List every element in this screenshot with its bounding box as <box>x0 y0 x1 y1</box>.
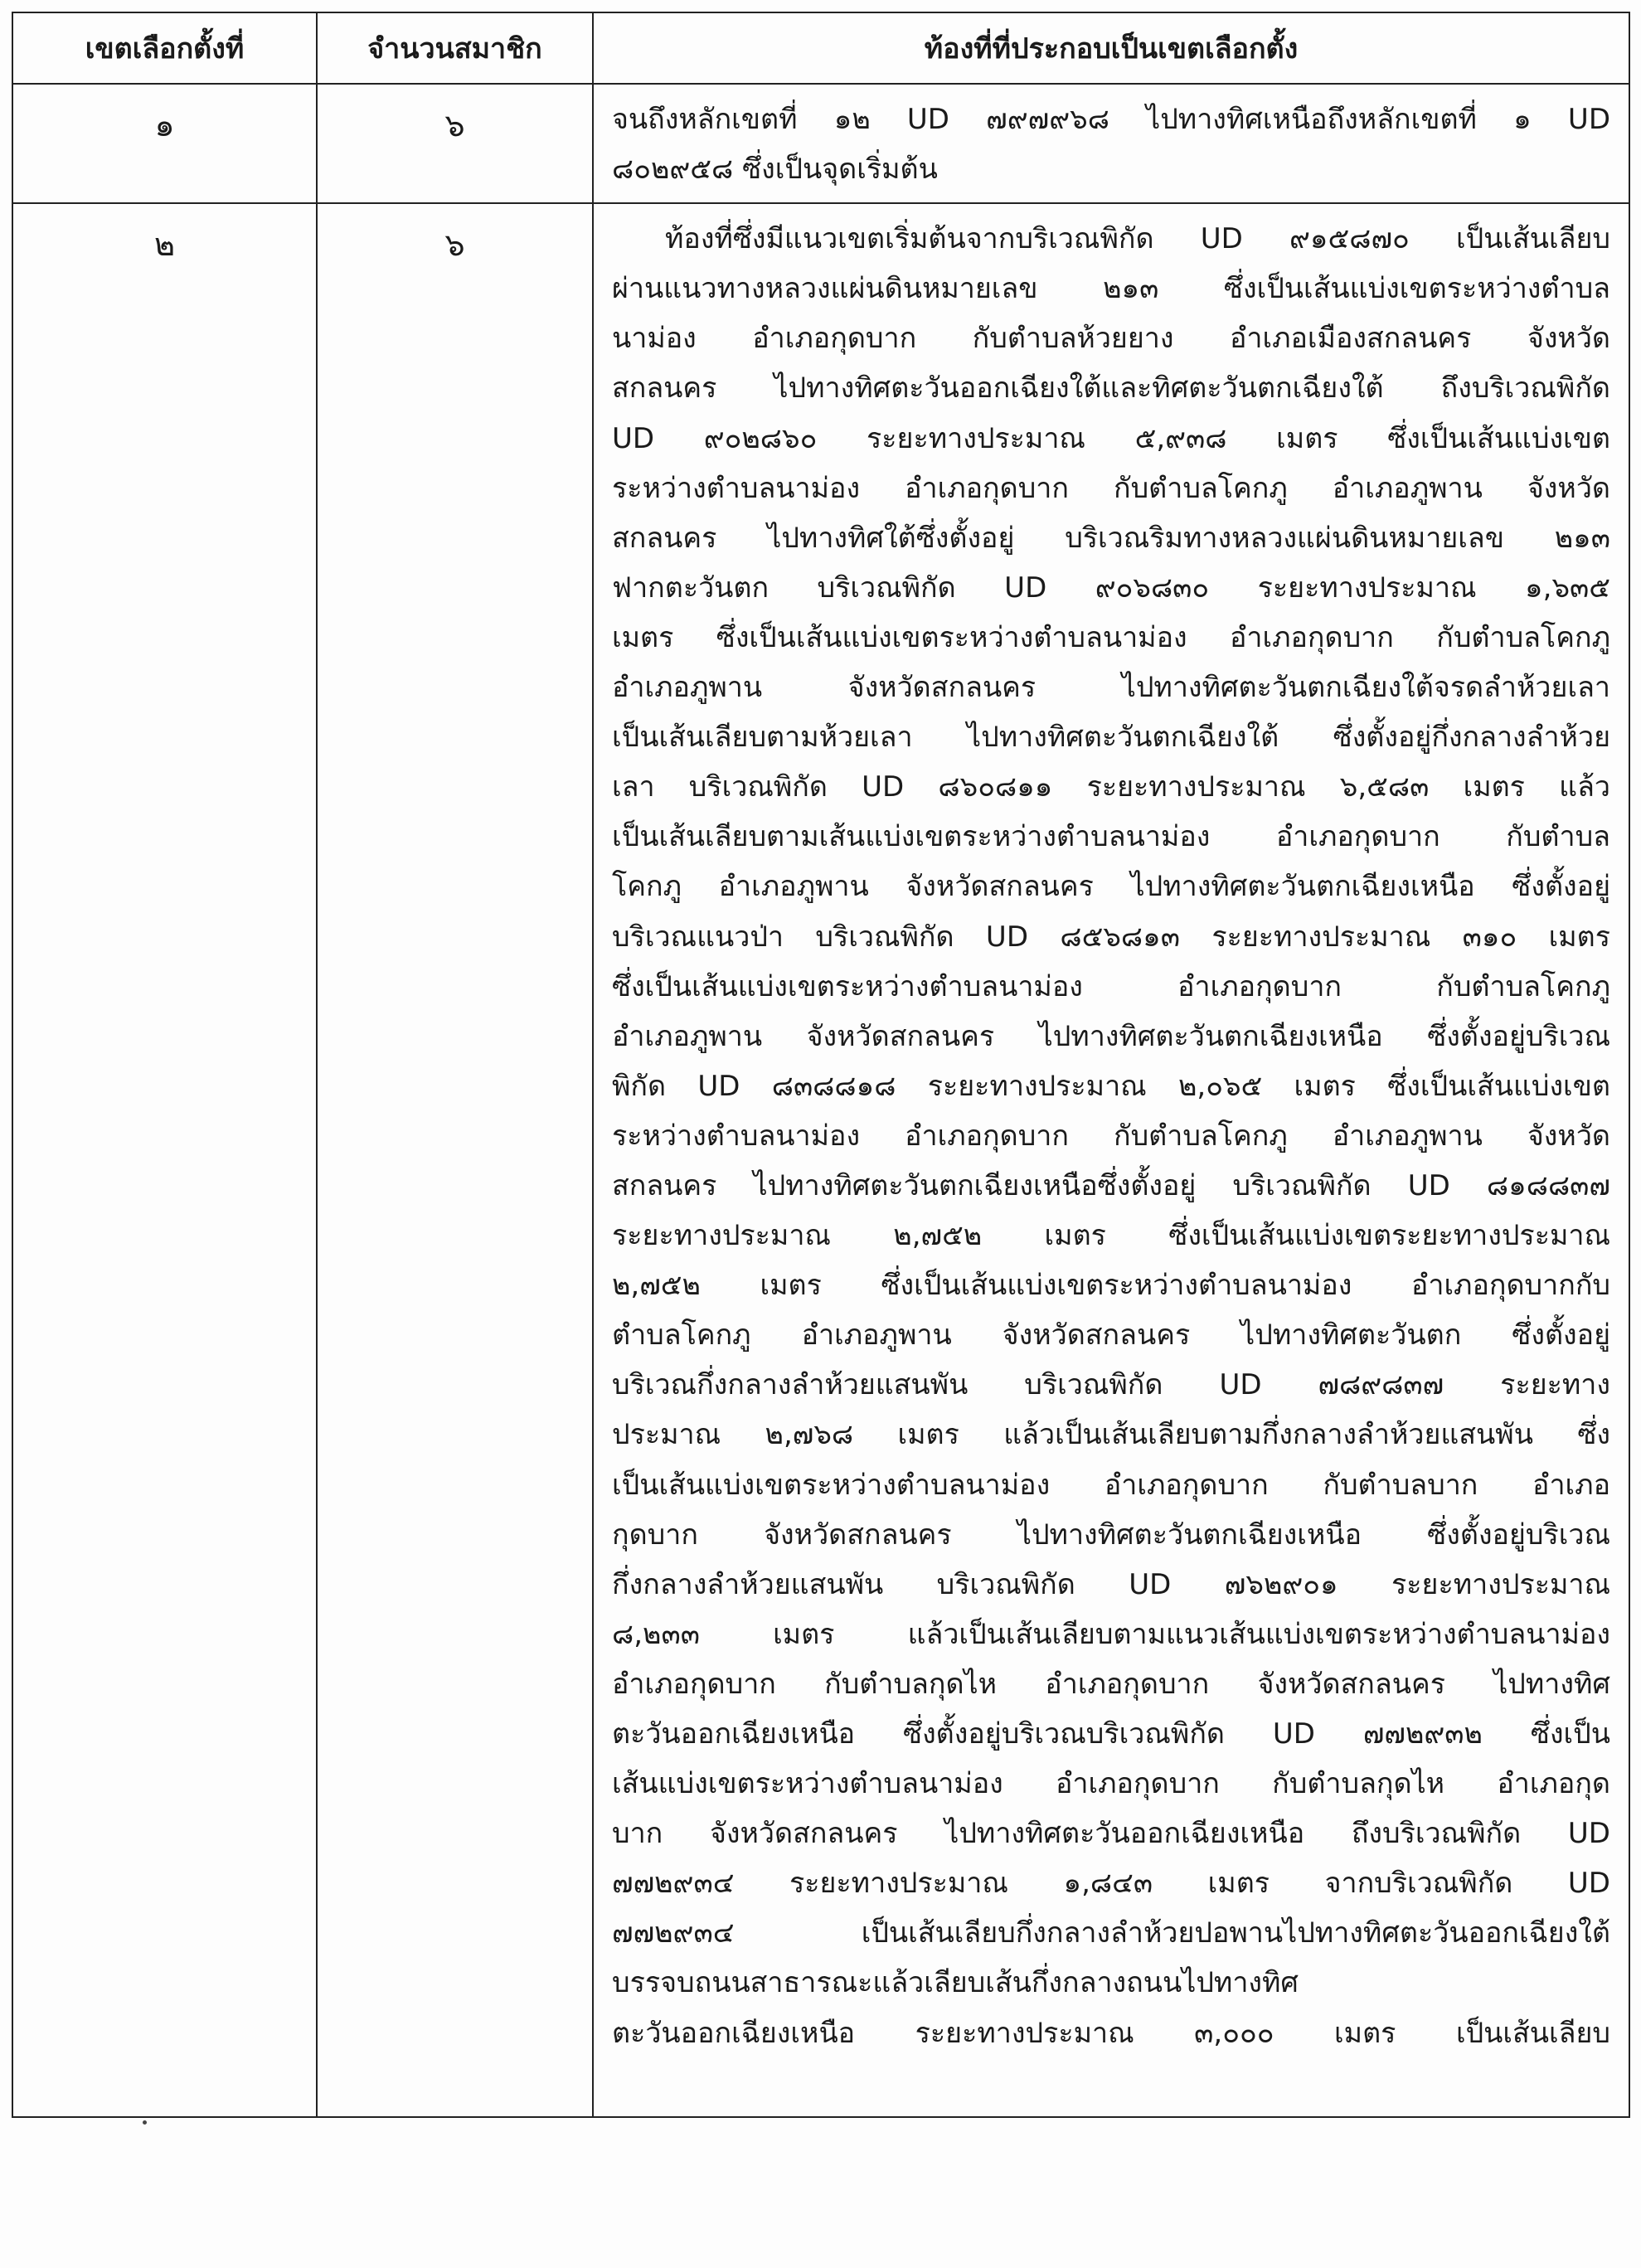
header-district: เขตเลือกตั้งที่ <box>12 12 317 84</box>
scan-speck <box>143 2120 147 2125</box>
table-row <box>12 203 1629 2117</box>
text-line: ๘,๒๓๓ เมตร แล้วเป็นเส้นเลียบตามแนวเส้นแบ่งเขตระหว่างตำบลนาม่อง <box>612 1617 1610 1651</box>
text-line: เมตร ซึ่งเป็นเส้นแบ่งเขตระหว่างตำบลนาม่อง อำเภอกุดบาก กับตำบลโคกภู <box>612 620 1610 654</box>
text-line <box>612 2058 1610 2108</box>
text-line: เส้นแบ่งเขตระหว่างตำบลนาม่อง อำเภอกุดบาก กับตำบลกุดไห อำเภอกุด <box>612 1767 1610 1801</box>
text-line: อำเภอภูพาน จังหวัดสกลนคร ไปทางทิศตะวันตกเฉียงเหนือ ซึ่งตั้งอยู่บริเวณ <box>612 1019 1610 1053</box>
text-line: สกลนคร ไปทางทิศตะวันออกเฉียงใต้และทิศตะวันตกเฉียงใต้ ถึงบริเวณพิกัด <box>612 372 1610 406</box>
area-description <box>593 84 1629 203</box>
text-line: ผ่านแนวทางหลวงแผ่นดินหมายเลข ๒๑๓ ซึ่งเป็นเส้นแบ่งเขตระหว่างตำบล <box>612 272 1610 306</box>
text-line: เป็นเส้นแบ่งเขตระหว่างตำบลนาม่อง อำเภอกุดบาก กับตำบลบาก อำเภอ <box>612 1468 1610 1502</box>
text-line: บาก จังหวัดสกลนคร ไปทางทิศตะวันออกเฉียงเหนือ ถึงบริเวณพิกัด UD <box>612 1817 1610 1851</box>
member-count: ๖ <box>317 84 593 203</box>
text-line: ๗๗๒๙๓๔ เป็นเส้นเลียบกึ่งกลางลำห้วยปอพานไปทางทิศตะวันออกเฉียงใต้ <box>612 1916 1610 1950</box>
text-line: สกลนคร ไปทางทิศตะวันตกเฉียงเหนือซึ่งตั้งอยู่ บริเวณพิกัด UD ๘๑๘๘๓๗ <box>612 1168 1610 1202</box>
text-line: โคกภู อำเภอภูพาน จังหวัดสกลนคร ไปทางทิศตะวันตกเฉียงเหนือ ซึ่งตั้งอยู่ <box>612 870 1610 904</box>
member-count: ๖ <box>317 203 593 2117</box>
table-header-row <box>12 12 1629 84</box>
text-line: บรรจบถนนสาธารณะแล้วเลียบเส้นกึ่งกลางถนนไปทางทิศ <box>612 1966 1299 2000</box>
text-line: ระหว่างตำบลนาม่อง อำเภอกุดบาก กับตำบลโคกภู อำเภอภูพาน จังหวัด <box>612 471 1610 505</box>
text-line: นาม่อง อำเภอกุดบาก กับตำบลห้วยยาง อำเภอเมืองสกลนคร จังหวัด <box>612 322 1610 356</box>
text-line: ๒,๗๕๒ เมตร ซึ่งเป็นเส้นแบ่งเขตระหว่างตำบลนาม่อง อำเภอกุดบากกับ <box>612 1269 1610 1303</box>
district-number: ๒ <box>12 203 317 2117</box>
area-description <box>593 203 1629 2117</box>
header-area: ท้องที่ที่ประกอบเป็นเขตเลือกตั้ง <box>593 12 1629 84</box>
header-members: จำนวนสมาชิก <box>317 12 593 84</box>
text-line: เลา บริเวณพิกัด UD ๘๖๐๘๑๑ ระยะทางประมาณ ๖,๕๘๓ เมตร แล้ว <box>612 770 1610 804</box>
text-line: ระหว่างตำบลนาม่อง อำเภอกุดบาก กับตำบลโคกภู อำเภอภูพาน จังหวัด <box>612 1119 1610 1153</box>
text-line: ตำบลโคกภู อำเภอภูพาน จังหวัดสกลนคร ไปทางทิศตะวันตก ซึ่งตั้งอยู่ <box>612 1319 1610 1353</box>
text-line: ฟากตะวันตก บริเวณพิกัด UD ๙๐๖๘๓๐ ระยะทางประมาณ ๑,๖๓๕ <box>612 571 1610 605</box>
electoral-district-table <box>12 12 1630 2118</box>
text-line: บริเวณกึ่งกลางลำห้วยแสนพัน บริเวณพิกัด UD ๗๘๙๘๓๗ ระยะทาง <box>612 1368 1610 1402</box>
text-line: ตะวันออกเฉียงเหนือ ซึ่งตั้งอยู่บริเวณบริเวณพิกัด UD ๗๗๒๙๓๒ ซึ่งเป็น <box>612 1717 1610 1751</box>
text-line: ตะวันออกเฉียงเหนือ ระยะทางประมาณ ๓,๐๐๐ เมตร เป็นเส้นเลียบ <box>612 2016 1610 2050</box>
text-line: ๘๐๒๙๕๘ ซึ่งเป็นจุดเริ่มต้น <box>612 153 938 187</box>
text-line: กุดบาก จังหวัดสกลนคร ไปทางทิศตะวันตกเฉียงเหนือ ซึ่งตั้งอยู่บริเวณ <box>612 1518 1610 1552</box>
text-line: ท้องที่ซึ่งมีแนวเขตเริ่มต้นจากบริเวณพิกัด UD ๙๑๕๘๗๐ เป็นเส้นเลียบ <box>665 222 1610 256</box>
text-line: อำเภอกุดบาก กับตำบลกุดไห อำเภอกุดบาก จังหวัดสกลนคร ไปทางทิศ <box>612 1667 1610 1701</box>
text-line: ๗๗๒๙๓๔ ระยะทางประมาณ ๑,๘๔๓ เมตร จากบริเวณพิกัด UD <box>612 1867 1610 1901</box>
district-number: ๑ <box>12 84 317 203</box>
text-line: เป็นเส้นเลียบตามห้วยเลา ไปทางทิศตะวันตกเฉียงใต้ ซึ่งตั้งอยู่กึ่งกลางลำห้วย <box>612 721 1610 755</box>
text-line: UD ๙๐๒๘๖๐ ระยะทางประมาณ ๕,๙๓๘ เมตร ซึ่งเป็นเส้นแบ่งเขต <box>612 421 1610 455</box>
text-line: บริเวณแนวป่า บริเวณพิกัด UD ๘๕๖๘๑๓ ระยะทางประมาณ ๓๑๐ เมตร <box>612 920 1610 954</box>
table-row <box>12 84 1629 203</box>
text-line: ประมาณ ๒,๗๖๘ เมตร แล้วเป็นเส้นเลียบตามกึ่งกลางลำห้วยแสนพัน ซึ่ง <box>612 1418 1610 1452</box>
text-line: จนถึงหลักเขตที่ ๑๒ UD ๗๙๗๙๖๘ ไปทางทิศเหนือถึงหลักเขตที่ ๑ UD <box>612 103 1610 136</box>
text-line: กึ่งกลางลำห้วยแสนพัน บริเวณพิกัด UD ๗๖๒๙๐๑ ระยะทางประมาณ <box>612 1567 1610 1601</box>
text-line: สกลนคร ไปทางทิศใต้ซึ่งตั้งอยู่ บริเวณริมทางหลวงแผ่นดินหมายเลข ๒๑๓ <box>612 521 1610 555</box>
text-line: อำเภอภูพาน จังหวัดสกลนคร ไปทางทิศตะวันตกเฉียงใต้จรดลำห้วยเลา <box>612 671 1610 705</box>
text-line: เป็นเส้นเลียบตามเส้นแบ่งเขตระหว่างตำบลนาม่อง อำเภอกุดบาก กับตำบล <box>612 820 1610 854</box>
text-line: ซึ่งเป็นเส้นแบ่งเขตระหว่างตำบลนาม่อง อำเภอกุดบาก กับตำบลโคกภู <box>612 969 1610 1003</box>
text-line: พิกัด UD ๘๓๘๘๑๘ ระยะทางประมาณ ๒,๐๖๕ เมตร ซึ่งเป็นเส้นแบ่งเขต <box>612 1069 1610 1103</box>
text-line: ระยะทางประมาณ ๒,๗๕๒ เมตร ซึ่งเป็นเส้นแบ่งเขตระยะทางประมาณ <box>612 1219 1610 1253</box>
